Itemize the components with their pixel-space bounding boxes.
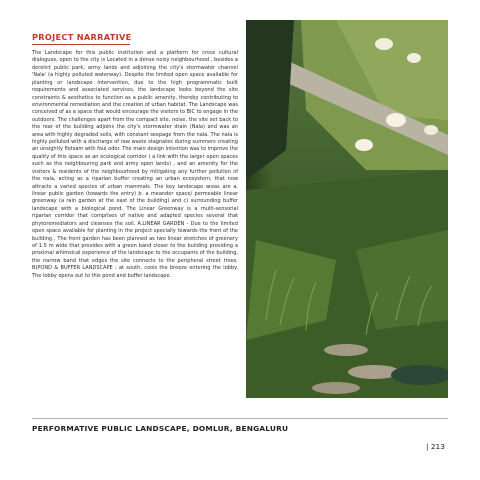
- heading-underline: [32, 44, 130, 45]
- landscape-photo: [246, 20, 448, 398]
- footer-title: PERFORMATIVE PUBLIC LANDSCAPE, DOMLUR, BENGALURU: [32, 424, 289, 433]
- narrative-text: The Landscape for this public institution and a platform for cross cultural dialogues, open to the city is Located in a dense noisy neighbourhood , besides a derelict public park, army lands and adjoining the city's stormwater channel 'Nala' (a highly polluted waterway). Despite the limited open space available for planting or landscape intervention, due to the high programmatic built requirements and associated services, the landscape looks beyond the site constraints & aesthetics to function as a public amenity, thereby contributing to environmental remediation and the creation of urban habitat. The Landscape was conceived of as a space that would encourage the visitors to BIC to engage in the outdoors. The challenges apart from the compact site, noise, the site set back to the rear of the building adjoins the city's stormwater drain (Nala) and was an area with highly degraded soils, with constant seepage from the nala. The nala is highly polluted with a discharge of raw waste stagnates during summers creating an unsightly flotsam with foul odor. The main design intention was to improve the quality of this space as an ecological corridor ( a link with the larger open spaces such as the neighbouring park and army open lands) , and an amenity for the visitors & residents of the neighbourhood by mitigating any further pollution of the nala, acting as a riparian buffer creating an urban ecosystem, that now attracts a varied species of urban mammals. The key landscape areas are a. linear public garden (towards the entry) b. a meander space/ permeable linear greenway (a rain garden at the east of the building) and c) surrounding buffer landscape with a biological pond. The Linear Greenway is a multi-sensorial riparian corridor that comprises of native and adapted species several that phytoremediators and cleanses the soil. A.LINEAR GARDEN - Due to the limited open space available for planting in the project specially towards the front of the building , The front garden has been planned as two linear stretches of greenery of 1.5 m wide that provides with a green band closer to the building providing a proximal whimsical experience of the landscape to the occupants of the building, the narrow band that edges the site connects to the peripheral street trees. B)POND & BUFFER LANDSCAPE : at south, cools the breeze entering the lobby. The lobby opens out to this pond and buffer landscape.: [32, 50, 238, 279]
- section-heading: PROJECT NARRATIVE: [32, 32, 132, 42]
- footer-divider: [32, 418, 448, 419]
- page-number: | 213: [426, 442, 445, 451]
